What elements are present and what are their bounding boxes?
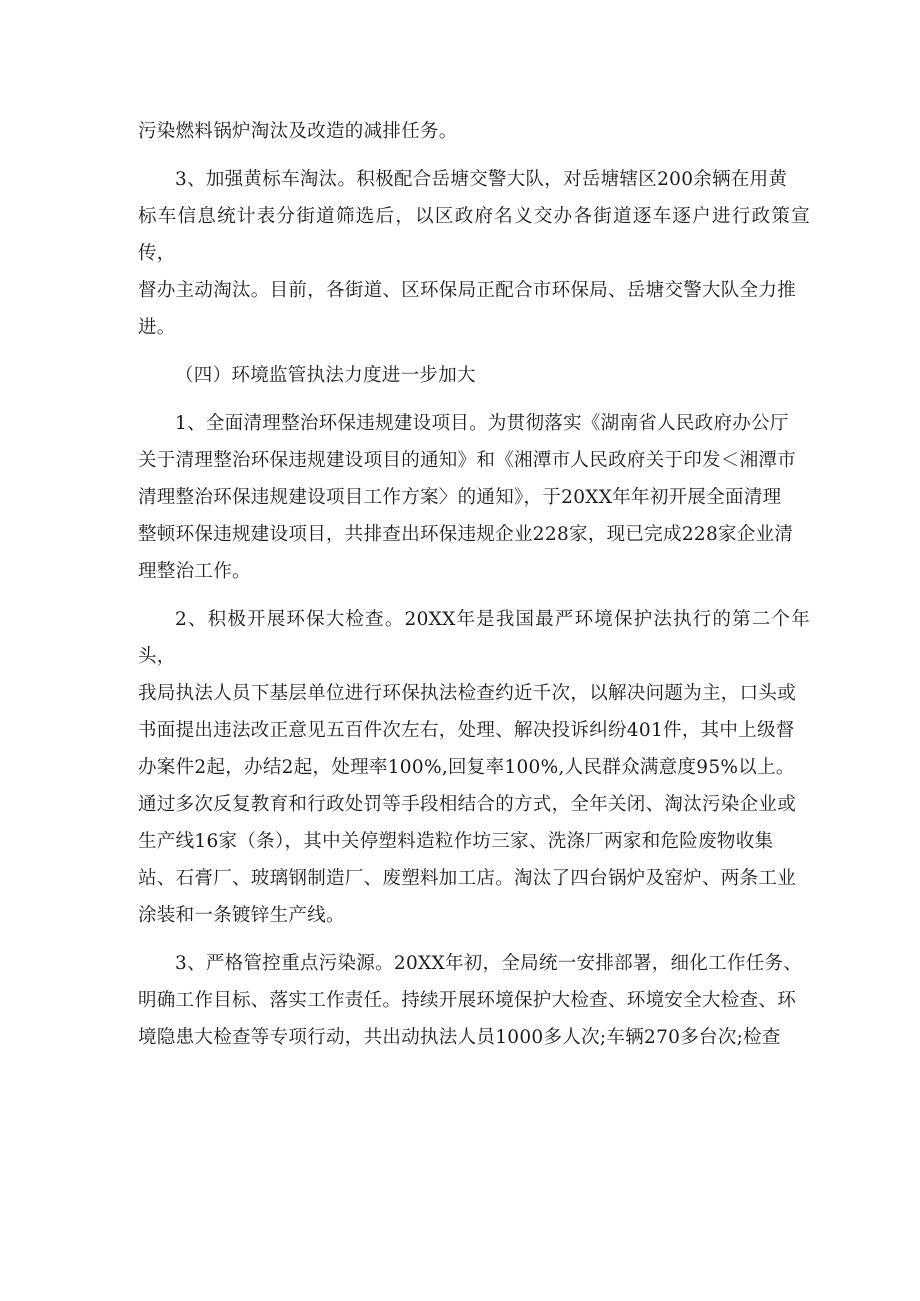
document-body — [138, 113, 810, 1067]
paragraph-pollution-sources: 3、严格管控重点污染源。20XX年初，全局统一安排部署，细化工作任务、 明确工作目标、落实工作责任。持续开展环境保护大检查、环境安全大检查、环 境隐患大检查等专项行动，共出动执法人员1000多人次;车辆270多台次;检查 — [138, 953, 803, 1048]
section-heading-enforcement: （四）环境监管执法力度进一步加大 — [175, 365, 476, 386]
paragraph-continuation: 污染燃料锅炉淘汰及改造的减排任务。 — [138, 121, 458, 142]
paragraph-yellow-label-vehicles: 3、加强黄标车淘汰。积极配合岳塘交警大队，对岳塘辖区200余辆在用黄 标车信息统计表分街道筛选后，以区政府名义交办各街道逐车逐户进行政策宣传， 督办主动淘汰。目前，各街道、区环保局正配合市环保局、岳塘交警大队全力推 进。 — [138, 169, 810, 338]
paragraph-illegal-projects: 1、全面清理整治环保违规建设项目。为贯彻落实《湖南省人民政府办公厅 关于清理整治环保违规建设项目的通知》和《湘潭市人民政府关于印发＜湘潭市 清理整治环保违规建设项目工作方案〉的通知》，于20XX年年初开展全面清理 整顿环保违规建设项目，共排查出环保违规企业228家，现已完成228家企业清 理整治工作。 — [138, 413, 797, 582]
paragraph-inspections: 2、积极开展环保大检查。20XX年是我国最严环境保护法执行的第二个年头， 我局执法人员下基层单位进行环保执法检查约近千次，以解决问题为主，口头或 书面提出违法改正意见五百件次左右，处理、解决投诉纠纷401件，其中上级督 办案件2起，办结2起，处理率100%,回复率100%,人民群众满意度95%以上。 通过多次反复教育和行政处罚等手段相结合的方式，全年关闭、淘汰污染企业或 生产线16家（条），其中关停塑料造粒作坊三家、洗涤厂两家和危险废物收集 站、石膏厂、玻璃钢制造厂、废塑料加工店。淘汰了四台锅炉及窑炉、两条工业 涂装和一条镀锌生产线。 — [138, 609, 810, 926]
